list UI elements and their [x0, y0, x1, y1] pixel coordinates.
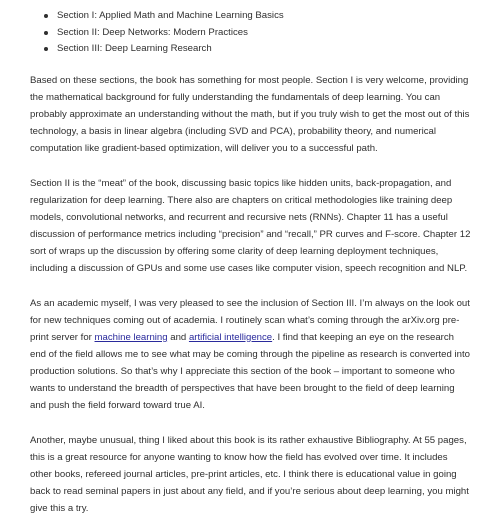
- bullet-icon: [44, 47, 48, 51]
- section-label: Section II: Deep Networks: Modern Practices: [57, 26, 248, 38]
- artificial-intelligence-link[interactable]: artificial intelligence: [188, 331, 273, 343]
- paragraph-text: . I find that keeping an eye on the research end of the field allows me to see what may be coming through the pipeline as research is converted into production solutions. So that’s why I appreciate this section of the book – important to someone who wants to understand the breadth of perspectives that have been brought to the field of deep learning and push the field forward toward true AI.: [30, 331, 470, 411]
- paragraph-overview: Based on these sections, the book has something for most people. Section I is very welcome, providing the mathematical background for fully understanding the fundamentals of deep learning. You can probably approximate an understanding without the math, but if you truly wish to get the most out of this technology, a basis in linear algebra (including SVD and PCA), probability theory, and numerical computation like gradient-based optimization, will deliver you to a successful path.: [30, 74, 470, 154]
- paragraph-section-three: [30, 295, 472, 414]
- paragraph-text: and: [167, 331, 189, 343]
- bullet-icon: [44, 31, 48, 35]
- section-list: [44, 8, 472, 58]
- machine-learning-link[interactable]: machine learning: [94, 331, 168, 343]
- section-label: Section III: Deep Learning Research: [57, 43, 212, 54]
- paragraph-bibliography: Another, maybe unusual, thing I liked about this book is its rather exhaustive Bibliography. At 55 pages, this is a great resource for anyone wanting to know how the field has evolved over time. It includes other books, refereed journal articles, pre-print articles, etc. I think there is educational value in going back to read seminal papers in just about any field, and if you’re serious about deep learning, you might give this a try.: [30, 434, 469, 514]
- bullet-icon: [44, 14, 48, 18]
- list-item: [44, 8, 472, 25]
- paragraph-text: As an academic myself, I was very pleased to see the inclusion of Section III. I’m always on the look out for new techniques coming out of academia. I routinely scan what’s coming through the arXiv.org pre-print server for: [30, 297, 470, 343]
- list-item: [44, 25, 472, 42]
- paragraph-section-two: Section II is the “meat” of the book, discussing basic topics like hidden units, back-propagation, and regularization for deep learning. There also are chapters on critical methodologies like training deep models, convolutional networks, and recurrent and recursive nets (RNNs). Chapter 11 has a useful discussion of performance metrics including “precision” and “recall,” PR curves and F-score. Chapter 12 sort of wraps up the discussion by offering some clarity of deep learning deployment techniques, including a discussion of GPUs and some use cases like computer vision, speech recognition and NLP.: [30, 177, 471, 274]
- section-label: Section I: Applied Math and Machine Learning Basics: [57, 10, 284, 21]
- list-item: [44, 41, 472, 58]
- article-body: [0, 8, 472, 517]
